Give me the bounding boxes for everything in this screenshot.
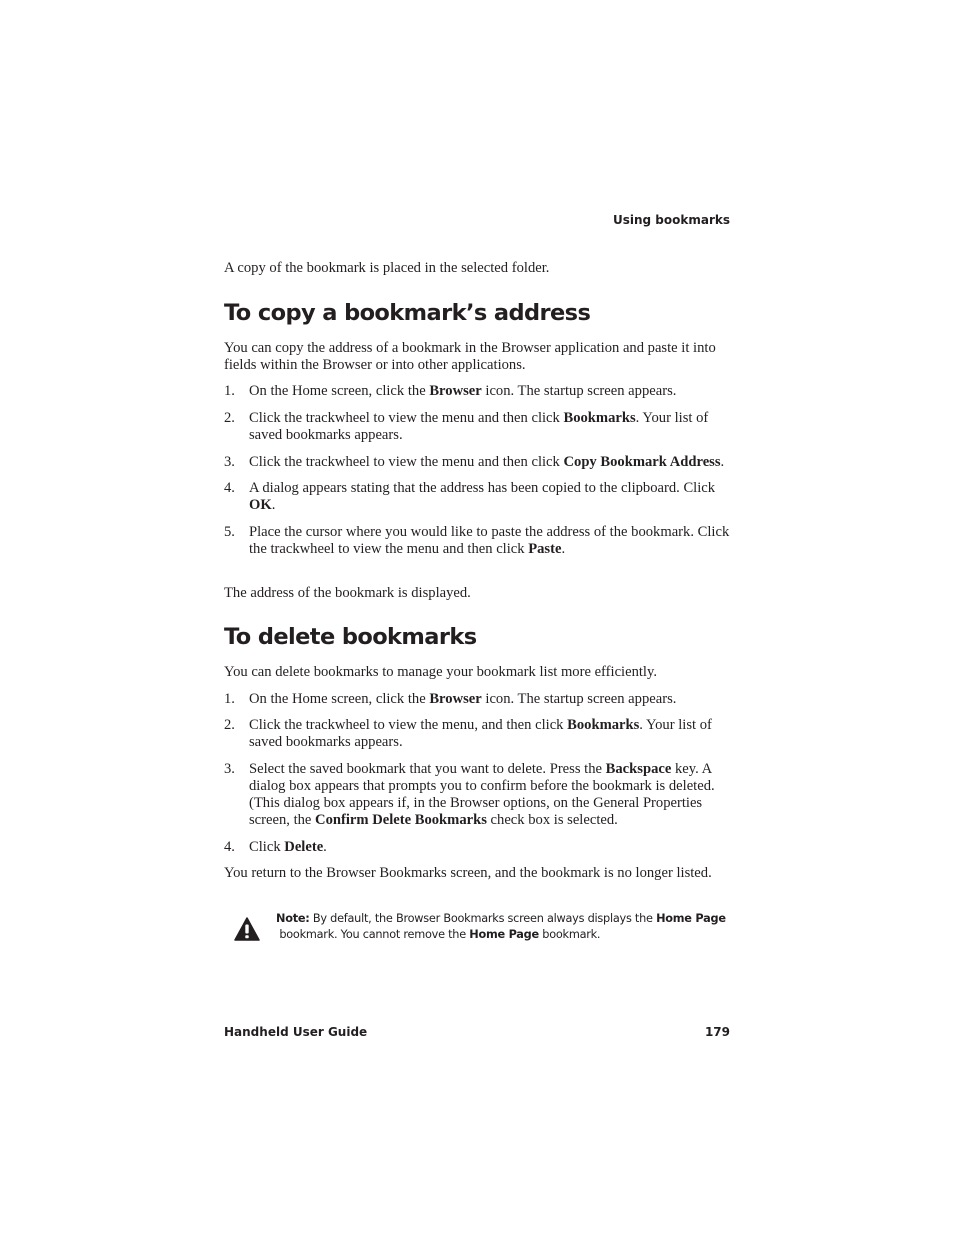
step-number: 2.: [224, 410, 235, 426]
step-bold: Browser: [429, 691, 482, 707]
step-text: check box is selected.: [486, 812, 618, 828]
step-text: .: [561, 541, 566, 557]
section-result-delete: You return to the Browser Bookmarks screen, and the bookmark is no longer listed.: [224, 865, 712, 881]
step-bold: Browser: [429, 383, 482, 399]
page-number: 179: [704, 1025, 730, 1039]
note-bold: Home Page: [469, 927, 539, 941]
step-text: .: [720, 454, 725, 470]
step-bold: Paste: [528, 541, 562, 557]
step-text: Click the trackwheel to view the menu, and then click: [249, 717, 568, 733]
step-text: .: [271, 497, 276, 513]
list-item: [224, 524, 733, 558]
step-text: On the Home screen, click the: [249, 383, 430, 399]
step-number: 1.: [224, 691, 235, 707]
list-item: [224, 454, 730, 471]
section-heading-copy: To copy a bookmark’s address: [224, 300, 591, 326]
list-item: [224, 691, 730, 708]
note-text: [276, 911, 736, 942]
step-text: Place the cursor where you would like to paste the address of the bookmark. Click the trackwheel to view the menu and then click: [249, 524, 733, 557]
step-number: 3.: [224, 761, 235, 777]
step-bold: OK: [249, 497, 272, 513]
step-bold: Backspace: [605, 761, 672, 777]
step-text: icon. The startup screen appears.: [481, 383, 677, 399]
step-text: Click: [249, 839, 285, 855]
note-text-part: bookmark. You cannot remove the: [276, 927, 470, 941]
step-text: .: [323, 839, 327, 855]
step-text: . Your list of saved bookmarks appears.: [249, 410, 712, 443]
intro-sentence: A copy of the bookmark is placed in the selected folder.: [224, 260, 550, 276]
step-text: Click the trackwheel to view the menu and then click: [249, 454, 564, 470]
note-label: Note:: [276, 912, 310, 925]
step-number: 4.: [224, 480, 235, 496]
step-text: icon. The startup screen appears.: [481, 691, 677, 707]
step-text: Click the trackwheel to view the menu and then click: [249, 410, 564, 426]
step-number: 1.: [224, 383, 235, 399]
step-text: A dialog appears stating that the address has been copied to the clipboard. Click: [249, 480, 719, 496]
section-heading-delete: To delete bookmarks: [224, 624, 477, 650]
note-bold: Home Page: [656, 912, 726, 925]
running-head: Using bookmarks: [612, 213, 730, 227]
list-item: [224, 383, 730, 400]
delete-steps-list: [224, 691, 730, 856]
footer-title: Handheld User Guide: [224, 1025, 368, 1039]
note-text-part: By default, the Browser Bookmarks screen always displays the: [309, 912, 657, 925]
step-text: key. A dialog box appears that prompts you to confirm before the bookmark is deleted. (This dialog box appears if, in the Browser options, on the General Properties screen, the: [249, 761, 719, 828]
warning-icon: [234, 917, 260, 941]
list-item: [224, 480, 730, 514]
list-item: [224, 761, 730, 829]
step-bold: Copy Bookmark Address: [563, 454, 721, 470]
step-bold: Bookmarks: [567, 717, 640, 733]
step-text: On the Home screen, click the: [249, 691, 430, 707]
section-result-copy: The address of the bookmark is displayed.: [224, 585, 471, 601]
list-item: [224, 717, 730, 751]
step-number: 5.: [224, 524, 235, 540]
section-intro-delete: You can delete bookmarks to manage your bookmark list more efficiently.: [224, 664, 657, 680]
step-bold: Delete: [284, 839, 324, 855]
copy-steps-list: [224, 383, 733, 558]
step-bold: Confirm Delete Bookmarks: [315, 812, 487, 828]
step-number: 3.: [224, 454, 235, 470]
step-number: 2.: [224, 717, 235, 733]
step-number: 4.: [224, 839, 235, 855]
note-text-part: bookmark.: [538, 927, 601, 941]
list-item: [224, 839, 730, 856]
step-bold: Bookmarks: [563, 410, 636, 426]
step-text: Select the saved bookmark that you want to delete. Press the: [249, 761, 606, 777]
list-item: [224, 410, 730, 444]
step-text: . Your list of saved bookmarks appears.: [249, 717, 716, 750]
section-intro-copy: You can copy the address of a bookmark in the Browser application and paste it into fields within the Browser or into other applications.: [224, 340, 716, 373]
